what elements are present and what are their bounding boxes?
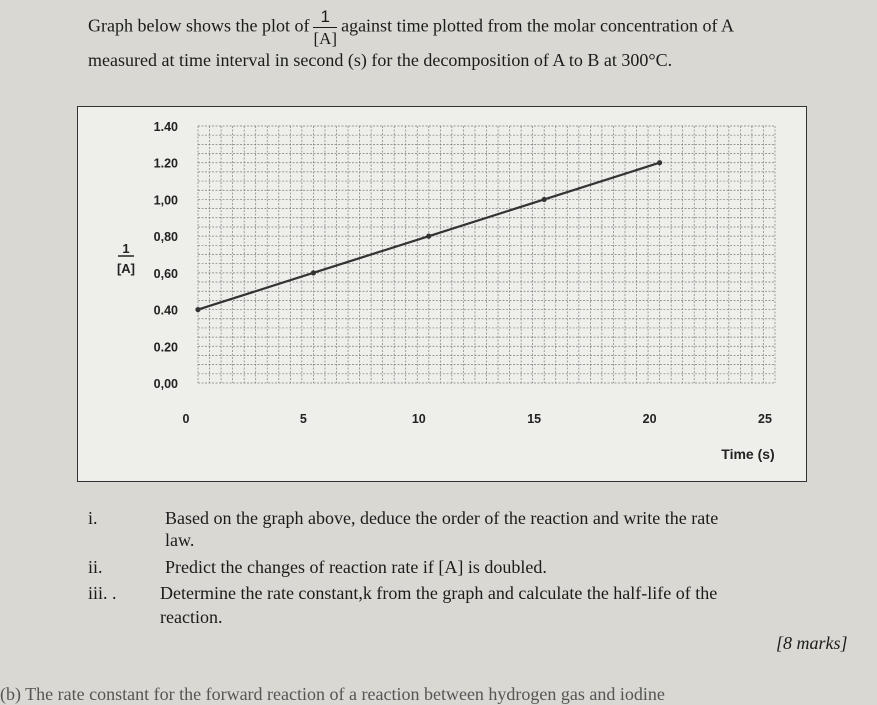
y-tick-label: 1.40 xyxy=(153,120,178,134)
y-axis-label-numerator: 1 xyxy=(122,241,130,256)
intro-text xyxy=(88,8,858,77)
question-1-number: i. xyxy=(88,508,98,528)
question-3-line-2: reaction. xyxy=(160,607,223,627)
intro-before-fraction: Graph below shows the plot of xyxy=(88,15,310,36)
y-tick-label: 0,00 xyxy=(153,377,178,391)
x-axis-label: Time (s) xyxy=(721,446,775,462)
question-2-line-1: Predict the changes of reaction rate if [A] is doubled. xyxy=(165,557,547,577)
chart-frame xyxy=(77,106,807,482)
y-tick-label: 0,60 xyxy=(153,266,178,281)
question-1-line-2: law. xyxy=(165,530,195,550)
data-point xyxy=(195,307,200,312)
cut-off-text: (b) The rate constant for the forward reaction of a reaction between hydrogen gas and iodine xyxy=(0,684,665,704)
intro-after-fraction: against time plotted from the molar concentration of A xyxy=(341,15,734,36)
intro-fraction-denominator: [A] xyxy=(313,29,338,48)
data-point xyxy=(542,197,547,202)
marks-label xyxy=(776,633,848,654)
question-3-line-1: Determine the rate constant,k from the graph and calculate the half-life of the xyxy=(160,583,718,603)
data-point xyxy=(426,234,431,239)
question-1-line-1: Based on the graph above, deduce the order of the reaction and write the rate xyxy=(165,508,719,528)
x-tick-label: 0 xyxy=(182,412,190,426)
y-tick-label: 0.40 xyxy=(153,303,178,318)
data-point xyxy=(311,270,316,275)
x-tick-label: 25 xyxy=(758,412,772,426)
intro-line-2: measured at time interval in second (s) for the decomposition of A to B at 300°C. xyxy=(88,50,673,70)
x-tick-label: 20 xyxy=(642,412,657,426)
intro-line-1 xyxy=(88,8,858,47)
chart-svg xyxy=(78,107,806,481)
intro-fraction-numerator: 1 xyxy=(320,7,330,26)
question-3-number: iii. . xyxy=(88,583,117,603)
question-2-number: ii. xyxy=(88,557,103,577)
y-tick-label: 1,00 xyxy=(153,193,178,208)
x-tick-label: 15 xyxy=(527,412,542,426)
intro-fraction xyxy=(313,8,337,47)
x-tick-label: 10 xyxy=(411,412,426,426)
x-tick-label: 5 xyxy=(299,412,307,426)
y-tick-label: 0,80 xyxy=(153,230,178,245)
marks-text: [8 marks] xyxy=(776,633,848,653)
y-tick-label: 0.20 xyxy=(153,340,178,355)
data-point xyxy=(657,160,662,165)
y-axis-label-denominator: [A] xyxy=(116,261,136,276)
y-tick-label: 1.20 xyxy=(153,156,178,171)
